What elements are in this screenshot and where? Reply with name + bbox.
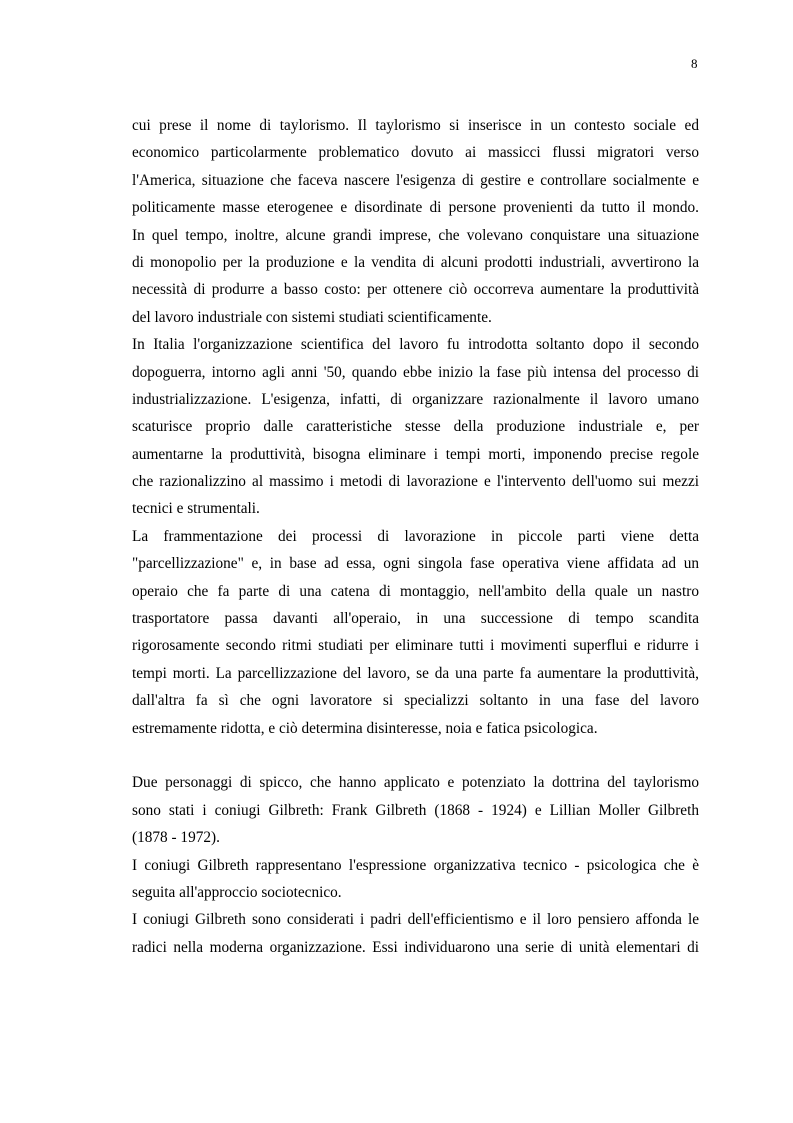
body-text	[132, 112, 699, 961]
text-line: seguita all'approccio sociotecnico.	[132, 883, 342, 901]
text-line: Due personaggi di spicco, che hanno applicato e potenziato la dottrina del taylorismo	[132, 774, 699, 792]
text-line: del lavoro industriale con sistemi studiati scientificamente.	[132, 308, 492, 326]
paragraph	[132, 769, 699, 851]
text-line: tecnici e strumentali.	[132, 500, 260, 518]
text-line: che razionalizzino al massimo i metodi di lavorazione e l'intervento dell'uomo sui mezzi	[132, 473, 699, 491]
text-line: politicamente masse eterogenee e disordinate di persone provenienti da tutto il mondo.	[132, 199, 699, 217]
text-line: In Italia l'organizzazione scientifica del lavoro fu introdotta soltanto dopo il secondo	[132, 336, 699, 354]
text-line: necessità di produrre a basso costo: per ottenere ciò occorreva aumentare la produttività	[132, 281, 699, 299]
paragraph	[132, 112, 699, 331]
text-line: industrializzazione. L'esigenza, infatti, di organizzare razionalmente il lavoro umano	[132, 390, 699, 408]
text-line: rigorosamente secondo ritmi studiati per eliminare tutti i movimenti superflui e ridurre i	[132, 637, 699, 655]
text-line: dopoguerra, intorno agli anni '50, quando ebbe inizio la fase più intensa del processo di	[132, 363, 699, 381]
paragraph	[132, 523, 699, 742]
text-line: I coniugi Gilbreth rappresentano l'espressione organizzativa tecnico - psicologica che è	[132, 856, 699, 874]
paragraph-gap	[132, 742, 699, 769]
text-line: La frammentazione dei processi di lavorazione in piccole parti viene detta	[132, 527, 699, 545]
text-line: cui prese il nome di taylorismo. Il taylorismo si inserisce in un contesto sociale ed	[132, 117, 699, 134]
text-line: tempi morti. La parcellizzazione del lavoro, se da una parte fa aumentare la produttività,	[132, 664, 699, 682]
text-line: l'America, situazione che faceva nascere l'esigenza di gestire e controllare socialmente e	[132, 171, 699, 189]
text-line: (1878 - 1972).	[132, 829, 220, 847]
text-line: "parcellizzazione" e, in base ad essa, ogni singola fase operativa viene affidata ad un	[132, 555, 699, 573]
text-line: In quel tempo, inoltre, alcune grandi imprese, che volevano conquistare una situazione	[132, 226, 699, 244]
text-line: radici nella moderna organizzazione. Essi individuarono una serie di unità elementari di	[132, 938, 699, 956]
text-line: aumentarne la produttività, bisogna eliminare i tempi morti, imponendo precise regole	[132, 445, 699, 463]
text-line: estremamente ridotta, e ciò determina disinteresse, noia e fatica psicologica.	[132, 719, 598, 737]
paragraph	[132, 852, 699, 907]
text-line: I coniugi Gilbreth sono considerati i padri dell'efficientismo e il loro pensiero affonda le	[132, 911, 699, 929]
text-line: di monopolio per la produzione e la vendita di alcuni prodotti industriali, avvertirono la	[132, 253, 699, 271]
text-line: dall'altra fa sì che ogni lavoratore si specializzi soltanto in una fase del lavoro	[132, 692, 699, 710]
text-line: trasportatore passa davanti all'operaio, in una successione di tempo scandita	[132, 610, 699, 628]
text-line: sono stati i coniugi Gilbreth: Frank Gilbreth (1868 - 1924) e Lillian Moller Gilbreth	[132, 801, 699, 819]
paragraph	[132, 331, 699, 523]
paragraph	[132, 906, 699, 961]
text-line: scaturisce proprio dalle caratteristiche stesse della produzione industriale e, per	[132, 418, 699, 436]
page-number: 8	[691, 56, 698, 71]
text-line: operaio che fa parte di una catena di montaggio, nell'ambito della quale un nastro	[132, 582, 699, 600]
text-line: economico particolarmente problematico dovuto ai massicci flussi migratori verso	[132, 144, 699, 162]
